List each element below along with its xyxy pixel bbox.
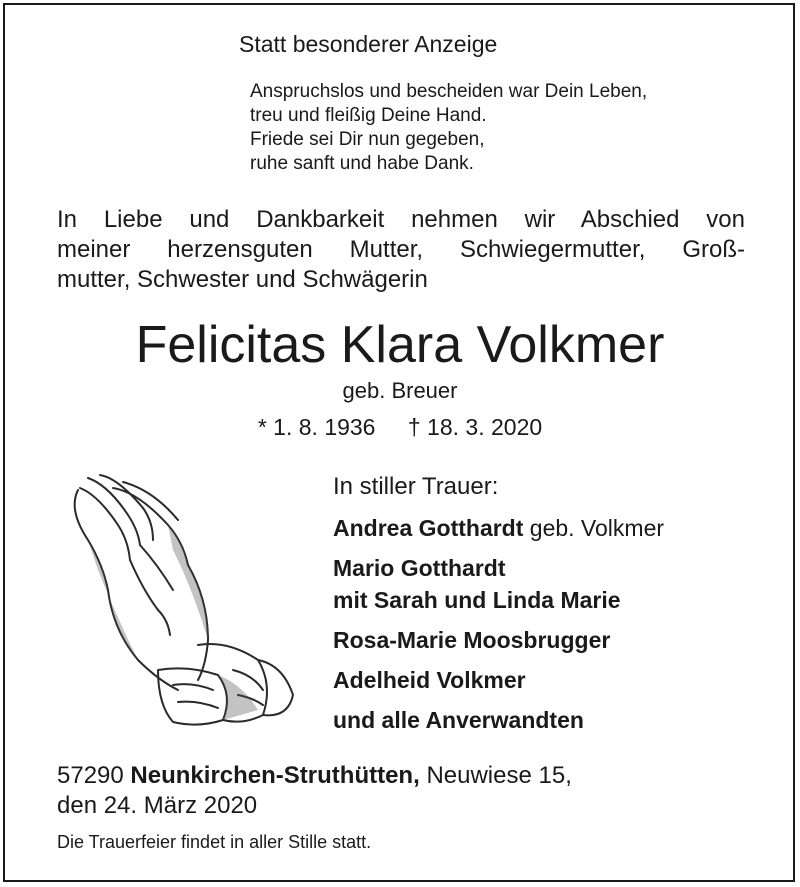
city: Neunkirchen-Struthütten, [130,762,420,789]
mourner [333,512,664,544]
intro-line: meiner herzensguten Mutter, Schwiegermutter, Groß- [57,236,745,263]
address-block [57,761,572,821]
poem-line: Anspruchslos und bescheiden war Dein Leben, [250,81,648,102]
poem-line: Friede sei Dir nun gegeben, [250,129,485,150]
life-dates [0,414,800,441]
intro-line: In Liebe und Dankbarkeit nehmen wir Abschied von [57,206,745,233]
poem-line: ruhe sanft und habe Dank. [250,153,474,174]
mourner: Rosa-Marie Moosbrugger [333,627,611,653]
notice-header: Statt besonderer Anzeige [239,31,498,57]
funeral-note: Die Trauerfeier findet in aller Stille statt. [57,832,372,852]
intro-line: mutter, Schwester und Schwägerin [57,266,428,293]
birth-date: * 1. 8. 1936 [257,414,376,440]
mourner: Adelheid Volkmer [333,667,526,693]
praying-hands-icon [58,470,303,735]
mourners-list [333,512,664,736]
mourner-maiden-name: geb. Volkmer [523,515,665,541]
death-date: † 18. 3. 2020 [407,414,543,440]
zip-code: 57290 [57,762,124,789]
mourner-family: mit Sarah und Linda Marie [333,587,621,613]
intro-text [57,205,745,295]
mourning-intro: In stiller Trauer: [333,473,499,500]
notice-date: den 24. März 2020 [57,792,258,819]
mourner: Mario Gotthardt [333,555,506,581]
deceased-name: Felicitas Klara Volkmer [135,316,665,374]
poem-line: treu und fleißig Deine Hand. [250,105,487,126]
mourner: und alle Anverwandten [333,707,584,733]
poem [250,80,647,176]
mourner-name: Andrea Gotthardt [333,515,524,541]
address-line [57,761,572,791]
maiden-name: geb. Breuer [342,378,458,403]
street: Neuwiese 15, [426,762,572,789]
